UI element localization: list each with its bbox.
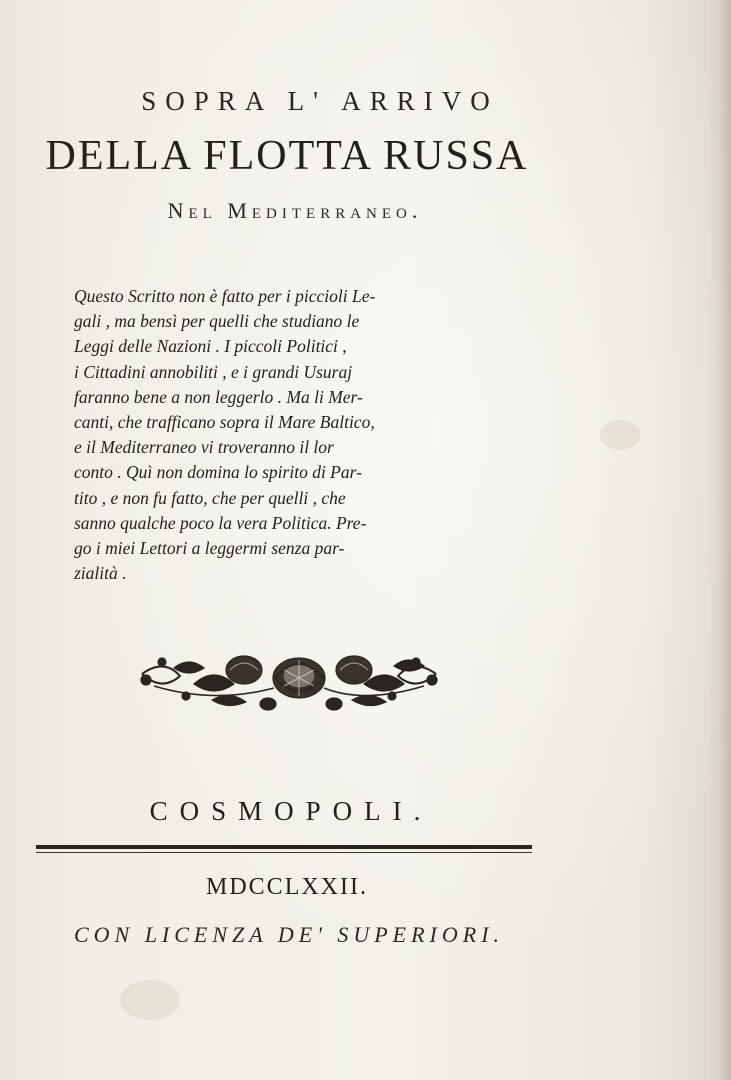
foreword-line: canti, che trafficano sopra il Mare Baltico, <box>74 411 375 432</box>
foreword-line: i Cittadini annobiliti , e i grandi Usuraj <box>74 361 353 382</box>
imprint-date: MDCCLXXII. <box>206 874 368 900</box>
title-line-3: Nel Mediterraneo. <box>167 198 423 223</box>
foreword-line: Leggi delle Nazioni . I piccoli Politici , <box>74 336 347 357</box>
imprint-licence: CON LICENZA DE' SUPERIORI. <box>73 922 505 947</box>
foreword-line: gali , ma bensì per quelli che studiano le <box>74 311 360 332</box>
foreword-line: faranno bene a non leggerlo . Ma li Mer- <box>74 386 363 407</box>
imprint-place: COSMOPOLI. <box>149 796 433 826</box>
page-edge-shadow <box>709 0 731 1080</box>
foxing-spot <box>120 980 180 1020</box>
foreword-line: Questo Scritto non è fatto per i piccioli Le- <box>74 286 376 306</box>
foreword-paragraph <box>74 284 522 586</box>
title-line-2: DELLA FLOTTA RUSSA <box>45 133 529 179</box>
foreword-line: tito , e non fu fatto, che per quelli , che <box>74 487 346 508</box>
double-rule-thin <box>36 852 532 853</box>
foxing-spot <box>600 420 640 450</box>
foreword-line: e il Mediterraneo vi troveranno il lor <box>74 437 334 458</box>
double-rule-thick <box>36 845 532 849</box>
title-line-1: SOPRA L' ARRIVO <box>141 86 499 116</box>
foreword-line: sanno qualche poco la vera Politica. Pre- <box>74 512 367 533</box>
floral-ornament <box>134 640 444 716</box>
foreword-line: conto . Quì non domina lo spirito di Par- <box>74 462 362 483</box>
foreword-line: zialità . <box>74 563 127 584</box>
foreword-line: go i miei Lettori a leggermi senza par- <box>74 537 345 558</box>
